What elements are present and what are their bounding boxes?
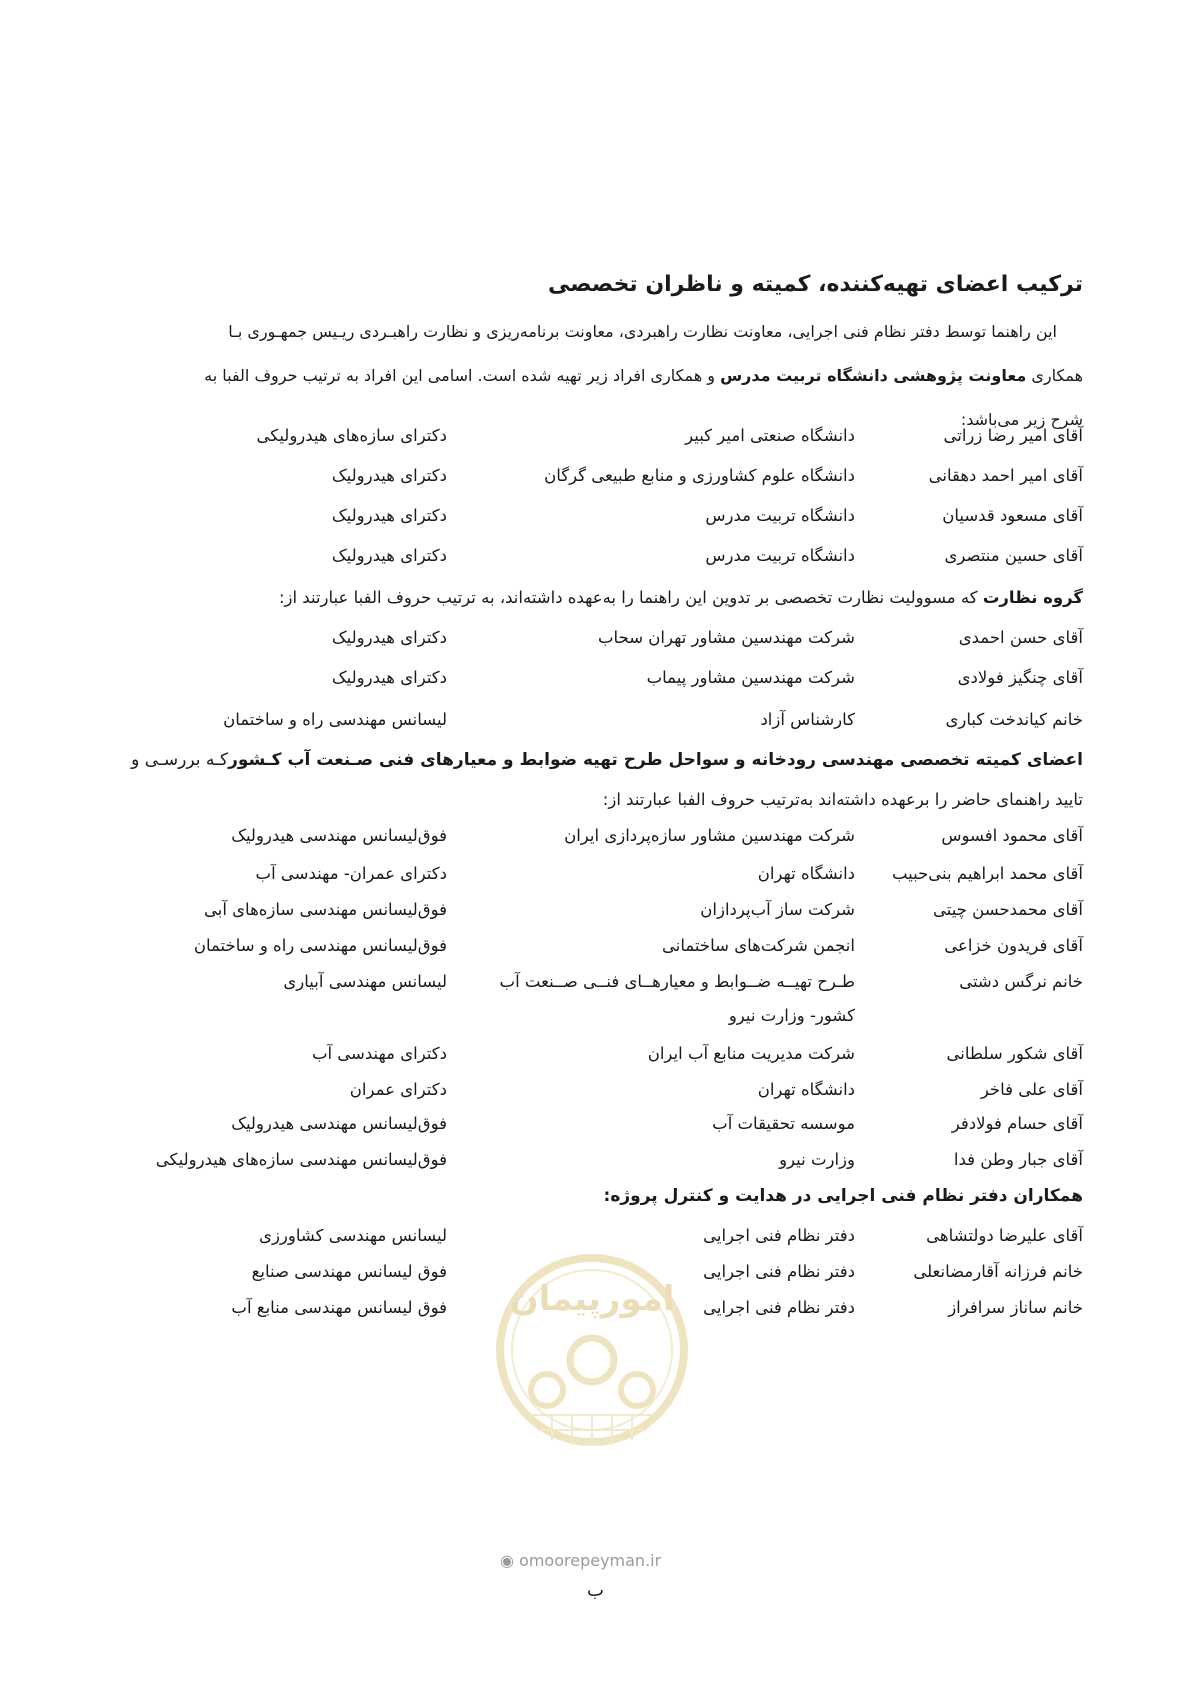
person-org: دانشگاه تهران: [757, 864, 855, 883]
supervision-heading-rest: که مسوولیت نظارت تخصصی بر تدوین این راهنما را به‌عهده داشته‌اند، به ترتیب حروف الفبا عبارتند از:: [278, 588, 983, 607]
person-name: آقای شکور سلطانی: [946, 1044, 1083, 1063]
committee-row: [118, 900, 1083, 930]
intro-line-3: شرح زیر می‌باشد:: [960, 410, 1083, 429]
intro-line-2-pre: همکاری: [1026, 366, 1083, 385]
person-name: آقای فریدون خزاعی: [944, 936, 1083, 955]
person-org: موسسه تحقیقات آب: [712, 1114, 855, 1133]
supervision-row: [118, 668, 1083, 698]
person-org: دانشگاه تربیت مدرس: [705, 546, 855, 565]
author-row: [118, 426, 1083, 456]
page-title: ترکیب اعضای تهیه‌کننده، کمیته و ناظران تخصصی: [547, 272, 1083, 297]
intro-line-1: این راهنما توسط دفتر نظام فنی اجرایی، معاونت نظارت راهبردی، معاونت برنامه‌ریزی و نظارت راهبـردی ریـیس جمهـوری بـا: [228, 322, 1057, 341]
person-degree: دکترای سازه‌های هیدرولیکی: [256, 426, 447, 445]
author-row: [118, 506, 1083, 536]
person-degree: لیسانس مهندسی کشاورزی: [259, 1226, 447, 1245]
person-org: دانشگاه صنعتی امیر کبیر: [685, 426, 855, 445]
person-name: خانم ساناز سرافراز: [948, 1298, 1083, 1317]
committee-row: [118, 972, 1083, 1002]
person-degree: فوق‌لیسانس مهندسی راه و ساختمان: [193, 936, 447, 955]
person-degree: فوق لیسانس مهندسی منابع آب: [231, 1298, 447, 1317]
person-name: آقای محمود افسوس: [941, 826, 1083, 845]
person-degree: لیسانس مهندسی آبیاری: [283, 972, 447, 991]
person-org: انجمن شرکت‌های ساختمانی: [662, 936, 855, 955]
intro-line-2-bold: معاونت پژوهشی دانشگاه تربیت مدرس: [720, 366, 1027, 385]
person-degree: فوق‌لیسانس مهندسی هیدرولیک: [231, 1114, 447, 1133]
person-name: آقای جبار وطن فدا: [953, 1150, 1083, 1169]
person-name: آقای حسین منتصری: [944, 546, 1083, 565]
person-degree: لیسانس مهندسی راه و ساختمان: [223, 710, 447, 729]
person-org: دفتر نظام فنی اجرایی: [703, 1262, 855, 1281]
person-org: دفتر نظام فنی اجرایی: [703, 1298, 855, 1317]
person-degree: فوق لیسانس مهندسی صنایع: [251, 1262, 447, 1281]
committee-heading-tail: کـه بررسـی و: [131, 750, 229, 770]
person-org: طـرح تهیــه ضــوابط و معیارهــای فنــی صــنعت آب: [499, 972, 855, 991]
person-name: خانم کیاندخت کباری: [945, 710, 1083, 729]
committee-heading-line-2: تایید راهنمای حاضر را برعهده داشته‌اند به‌ترتیب حروف الفبا عبارتند از:: [602, 790, 1083, 809]
committee-row: [118, 1080, 1083, 1110]
site-url-text: omoorepeyman.ir: [519, 1551, 662, 1570]
committee-row: [118, 1150, 1083, 1180]
person-degree: دکترای عمران- مهندسی آب: [255, 864, 447, 883]
person-name: خانم نرگس دشتی: [959, 972, 1083, 991]
person-degree: دکترای عمران: [349, 1080, 447, 1099]
committee-row: [118, 826, 1083, 856]
person-org-line-2: کشور- وزارت نیرو: [728, 1006, 855, 1025]
supervision-row: [118, 628, 1083, 658]
author-row: [118, 546, 1083, 576]
person-name: آقای امیر رضا زراتی: [943, 426, 1083, 445]
person-org: شرکت ساز آب‌پردازان: [700, 900, 855, 919]
person-org: شرکت مهندسین مشاور تهران سحاب: [598, 628, 855, 647]
person-name: آقای محمدحسن چیتی: [933, 900, 1083, 919]
committee-row: [118, 1044, 1083, 1074]
person-degree: دکترای مهندسی آب: [311, 1044, 447, 1063]
person-degree: دکترای هیدرولیک: [331, 668, 447, 687]
person-org: کارشناس آزاد: [760, 710, 855, 729]
person-org: دانشگاه تربیت مدرس: [705, 506, 855, 525]
person-org: شرکت مدیریت منابع آب ایران: [647, 1044, 855, 1063]
person-name: آقای حسام فولادفر: [951, 1114, 1083, 1133]
committee-row: [118, 864, 1083, 894]
person-org: دانشگاه تهران: [757, 1080, 855, 1099]
intro-paragraph: [138, 310, 1083, 442]
person-name: آقای امیر احمد دهقانی: [928, 466, 1083, 485]
colleagues-heading: همکاران دفتر نظام فنی اجرایی در هدایت و کنترل پروژه:: [603, 1186, 1083, 1206]
committee-row: [118, 1114, 1083, 1144]
person-org: دانشگاه علوم کشاورزی و منابع طبیعی گرگان: [544, 466, 855, 485]
site-url: ◉ omoorepeyman.ir: [500, 1551, 662, 1570]
person-degree: فوق‌لیسانس مهندسی سازه‌های هیدرولیکی: [155, 1150, 447, 1169]
supervision-row: [118, 710, 1083, 740]
person-org: شرکت مهندسین مشاور سازه‌پردازی ایران: [564, 826, 855, 845]
person-degree: فوق‌لیسانس مهندسی هیدرولیک: [231, 826, 447, 845]
supervision-heading-bold: گروه نظارت: [982, 588, 1083, 607]
watermark-text: امورپیمان: [509, 1279, 675, 1319]
person-name: آقای حسن احمدی: [958, 628, 1083, 647]
person-degree: دکترای هیدرولیک: [331, 506, 447, 525]
person-degree: فوق‌لیسانس مهندسی سازه‌های آبی: [203, 900, 447, 919]
person-name: آقای علی فاخر: [980, 1080, 1083, 1099]
person-degree: دکترای هیدرولیک: [331, 466, 447, 485]
person-degree: دکترای هیدرولیک: [331, 546, 447, 565]
committee-row: [118, 936, 1083, 966]
supervision-heading: [279, 588, 1083, 607]
person-name: آقای چنگیز فولادی: [957, 668, 1083, 687]
person-name: آقای علیرضا دولتشاهی: [926, 1226, 1083, 1245]
watermark-seal-icon: [487, 1240, 697, 1510]
person-org: وزارت نیرو: [779, 1150, 855, 1169]
intro-line-2: [138, 354, 1083, 398]
person-org: دفتر نظام فنی اجرایی: [703, 1226, 855, 1245]
intro-line-2-post: و همکاری افراد زیر تهیه شده است. اسامی این افراد به ترتیب حروف الفبا به: [204, 366, 721, 385]
person-name: آقای مسعود قدسیان: [942, 506, 1083, 525]
person-org: شرکت مهندسین مشاور پیماب: [646, 668, 855, 687]
committee-heading-bold: اعضای کمیته تخصصی مهندسی رودخانه و سواحل طرح تهیه ضوابط و معیارهای فنی صـنعت آب کـشور: [228, 750, 1083, 770]
committee-heading: [131, 750, 1083, 770]
page-number: ب: [587, 1580, 604, 1601]
person-degree: دکترای هیدرولیک: [331, 628, 447, 647]
person-name: آقای محمد ابراهیم بنی‌حبیب: [891, 864, 1083, 883]
author-row: [118, 466, 1083, 496]
person-name: خانم فرزانه آقارمضانعلی: [913, 1262, 1083, 1281]
